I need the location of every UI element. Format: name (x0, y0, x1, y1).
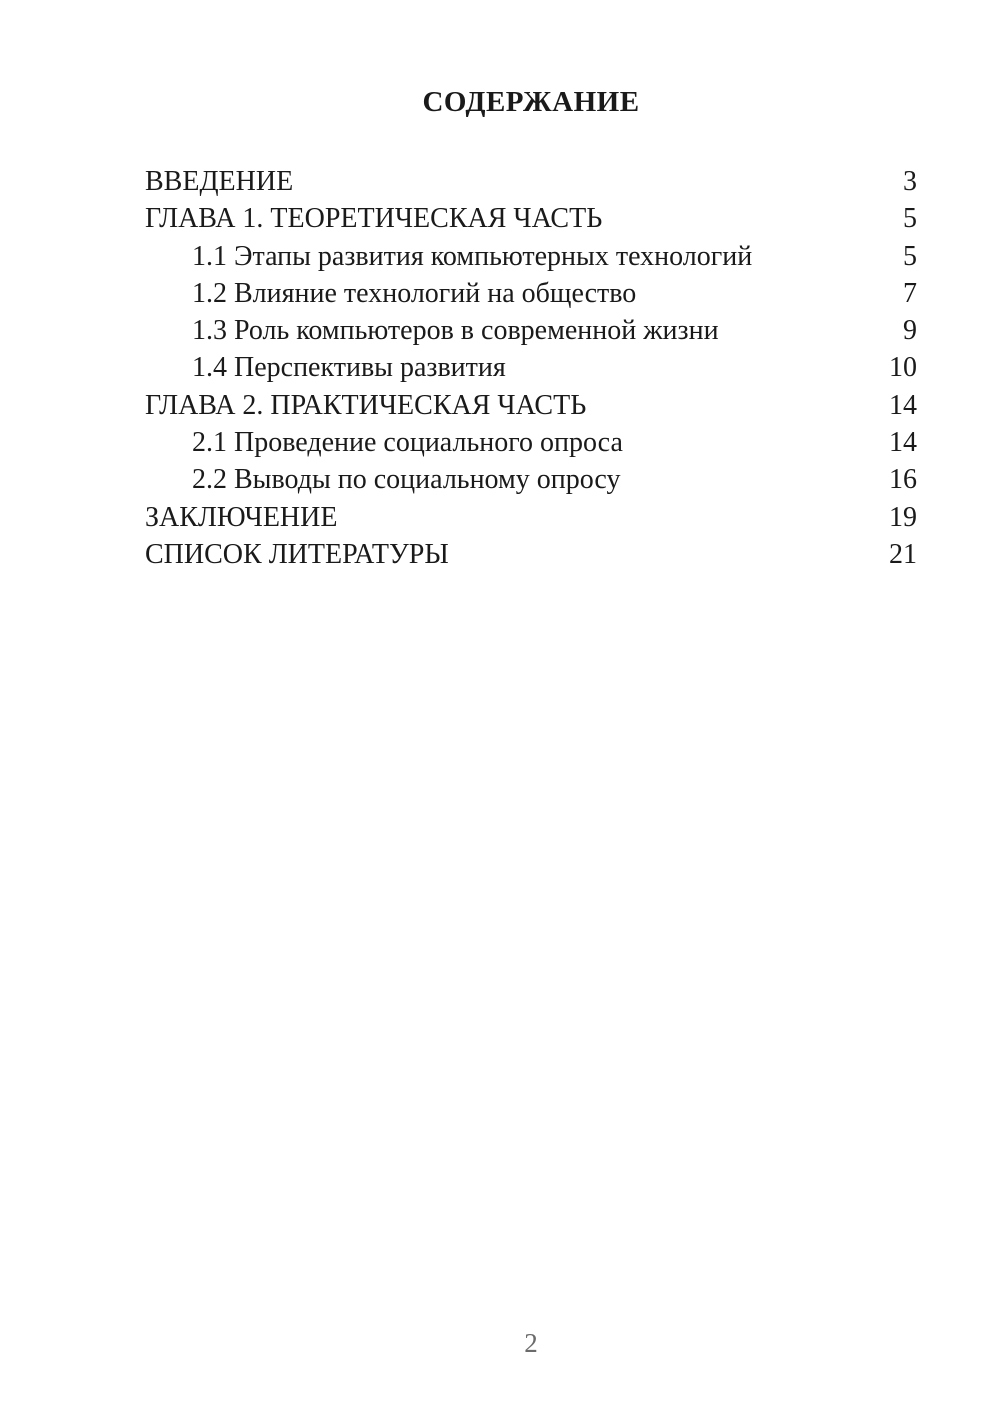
toc-entry-page: 21 (889, 538, 917, 570)
toc-entry-page: 5 (903, 240, 917, 272)
toc-entry-page: 19 (889, 501, 917, 533)
toc-entry-page: 3 (903, 166, 917, 197)
toc-entry (145, 349, 917, 386)
toc-entry-page: 9 (903, 315, 917, 347)
page-title: СОДЕРЖАНИЕ (422, 86, 640, 118)
toc-entry-label: 2.1 Проведение социального опроса (192, 427, 623, 459)
toc-entry-label: СПИСОК ЛИТЕРАТУРЫ (145, 538, 449, 570)
toc-entry-label: ГЛАВА 2. ПРАКТИЧЕСКАЯ ЧАСТЬ (145, 389, 587, 421)
toc-entry (145, 275, 917, 312)
toc-entry-label: 1.1 Этапы развития компьютерных технологий (192, 240, 753, 272)
toc-entry (145, 312, 917, 349)
toc-entry-label: 2.2 Выводы по социальному опросу (192, 464, 621, 496)
toc-entry-page: 14 (889, 389, 917, 421)
toc-entry (145, 238, 917, 275)
toc-entry-page: 7 (903, 277, 917, 309)
toc-entry (145, 200, 917, 237)
toc-entry (145, 424, 917, 461)
toc-entry-page: 5 (903, 203, 917, 235)
toc-entry (145, 163, 917, 200)
toc-entry (145, 536, 917, 573)
toc-entry (145, 461, 917, 498)
table-of-contents (145, 163, 917, 573)
toc-entry-page: 14 (889, 427, 917, 459)
toc-entry (145, 499, 917, 536)
toc-entry-label: ЗАКЛЮЧЕНИЕ (145, 501, 338, 533)
toc-entry-label: 1.3 Роль компьютеров в современной жизни (192, 315, 719, 347)
toc-entry-label: 1.2 Влияние технологий на общество (192, 277, 637, 309)
toc-entry-page: 16 (889, 464, 917, 496)
toc-entry-label: ВВЕДЕНИЕ (145, 166, 294, 197)
toc-entry-page: 10 (889, 352, 917, 384)
toc-entry-label: 1.4 Перспективы развития (192, 352, 506, 384)
page-number: 2 (524, 1328, 538, 1358)
toc-entry (145, 387, 917, 424)
toc-entry-label: ГЛАВА 1. ТЕОРЕТИЧЕСКАЯ ЧАСТЬ (145, 203, 603, 235)
